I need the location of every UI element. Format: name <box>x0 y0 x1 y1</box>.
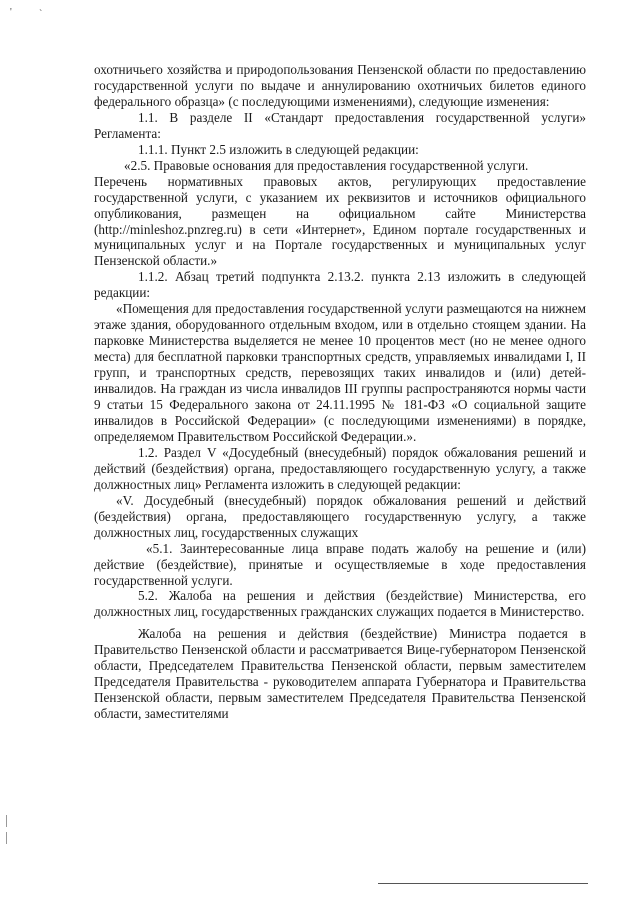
paragraph: Перечень нормативных правовых актов, регулирующих предоставление государственной услуги, с указанием их реквизитов и источников официального опубликования, размещен на официальном сайте Министерства (http://minleshoz.pnzreg.ru) в сети «Интернет», Едином портале государственных и муниципальных услуг и на Портале государственных и муниципальных услуг Пензенской области.» <box>94 173 586 269</box>
scan-mark: ` <box>39 9 43 20</box>
scan-edge-mark <box>6 832 7 844</box>
document-body <box>94 62 586 722</box>
scan-edge-mark <box>6 815 7 827</box>
paragraph: 1.2. Раздел V «Досудебный (внесудебный) порядок обжалования решений и действий (бездействия) органа, предоставляющего государственную услугу, а также должностных лиц» Регламента изложить в следующей редакции: <box>94 444 586 492</box>
paragraph: «5.1. Заинтересованные лица вправе подать жалобу на решение и (или) действие (бездействие), принятые и осуществляемые в ходе предоставления государственной услуги. <box>94 540 586 588</box>
paragraph: 1.1.1. Пункт 2.5 изложить в следующей редакции: <box>138 141 419 157</box>
paragraph: «2.5. Правовые основания для предоставления государственной услуги. <box>124 157 529 173</box>
paragraph: «V. Досудебный (внесудебный) порядок обжалования решений и действий (бездействия) органа, предоставляющего государственную услугу, а также должностных лиц, государственных служащих <box>94 492 586 540</box>
paragraph: «Помещения для предоставления государственной услуги размещаются на нижнем этаже здания, оборудованного отдельным входом, или в отдельно стоящем здании. На парковке Министерства выделяется не менее 10 процентов мест (но не менее одного места) для бесплатной парковки транспортных средств, управляемых инвалидами I, II групп, и транспортных средств, перевозящих таких инвалидов и (или) детей-инвалидов. На граждан из числа инвалидов III группы распространяются нормы части 9 статьи 15 Федерального закона от 24.11.1995 № 181-ФЗ «О социальной защите инвалидов в Российской Федерации» (с последующими изменениями) в порядке, определяемом Правительством Российской Федерации.». <box>94 301 586 444</box>
paragraph: Жалоба на решения и действия (бездействие) Министра подается в Правительство Пензенской области и рассматривается Вице-губернатором Пензенской области, Председателем Правительства Пензенской области, первым заместителем Председателя Правительства - руководителем аппарата Губернатора и Правительства Пензенской области, первым заместителем Председателя Правительства Пензенской области, заместителями <box>94 626 586 722</box>
scan-mark: ' <box>10 7 12 18</box>
paragraph: 5.2. Жалоба на решения и действия (бездействие) Министерства, его должностных лиц, государственных гражданских служащих подается в Министерство. <box>94 588 586 620</box>
bottom-rule <box>378 883 588 884</box>
paragraph: 1.1.2. Абзац третий подпункта 2.13.2. пункта 2.13 изложить в следующей редакции: <box>94 269 586 301</box>
paragraph: охотничьего хозяйства и природопользования Пензенской области по предоставлению государственной услуги по выдаче и аннулированию охотничьих билетов единого федерального образца» (с последующими изменениями), следующие изменения: <box>94 62 586 109</box>
paragraph: 1.1. В разделе II «Стандарт предоставления государственной услуги» Регламента: <box>94 109 586 141</box>
